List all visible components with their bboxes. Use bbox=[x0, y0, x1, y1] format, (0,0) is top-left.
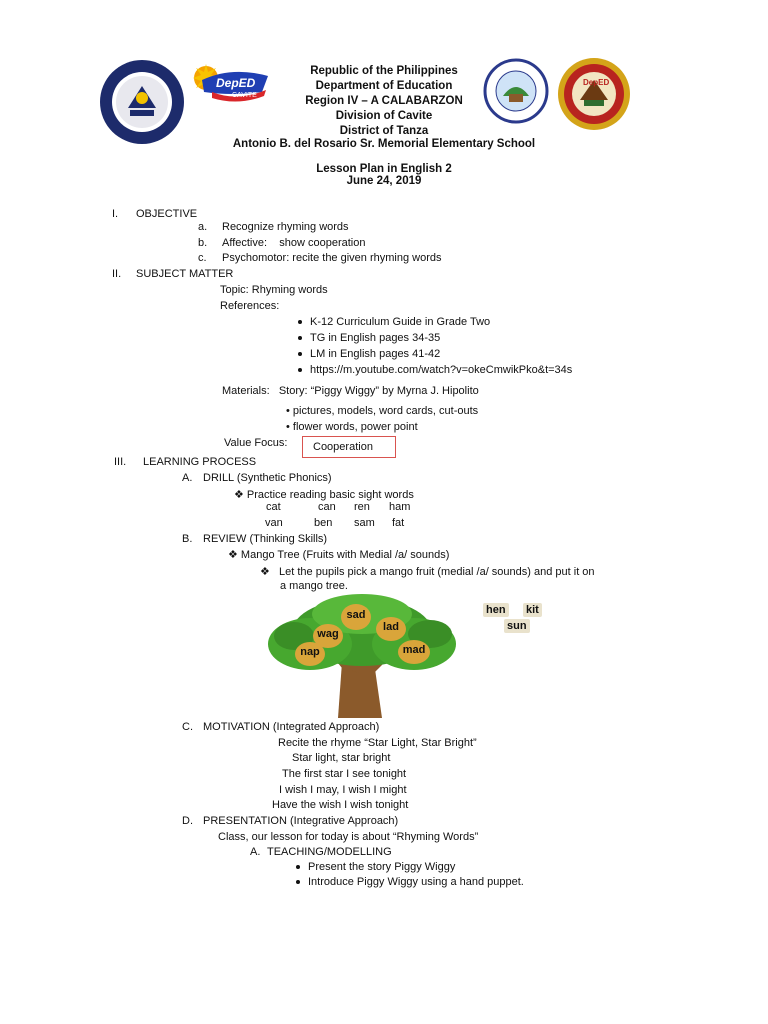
reference-text: LM in English pages 41-42 bbox=[310, 348, 441, 360]
review-instruction bbox=[260, 565, 595, 578]
learning-title: LEARNING PROCESS bbox=[143, 456, 257, 468]
drill-sub-text: Practice reading basic sight words bbox=[246, 489, 414, 501]
diamond-bullet-icon: ❖ bbox=[260, 566, 280, 578]
bullet-icon bbox=[298, 320, 302, 324]
bullet-icon bbox=[298, 352, 302, 356]
review-sub-text: Mango Tree (Fruits with Medial /a/ sounds) bbox=[240, 549, 450, 561]
rhyme-line: Star light, star bright bbox=[292, 752, 391, 764]
rhyme-line: Recite the rhyme “Star Light, Star Bright” bbox=[278, 737, 477, 749]
objective-item-b: Affective: show cooperation bbox=[222, 237, 366, 249]
presentation-intro: Class, our lesson for today is about “Rhyming Words” bbox=[218, 831, 479, 843]
reference-item bbox=[298, 332, 440, 344]
motivation-letter: C. bbox=[182, 721, 193, 733]
reference-item bbox=[298, 316, 490, 328]
objective-title: OBJECTIVE bbox=[136, 208, 198, 220]
sight-word: cat bbox=[266, 501, 281, 513]
sight-word: ham bbox=[389, 501, 411, 513]
plan-date: June 24, 2019 bbox=[346, 175, 422, 187]
reference-item bbox=[298, 364, 572, 376]
rhyme-line: The first star I see tonight bbox=[282, 768, 407, 780]
subject-topic: Topic: Rhyming words bbox=[220, 284, 328, 296]
bullet-icon bbox=[296, 865, 300, 869]
diamond-bullet-icon: ❖ bbox=[234, 489, 247, 501]
teaching-item bbox=[296, 876, 524, 888]
teaching-title: TEACHING/MODELLING bbox=[267, 846, 392, 858]
mango-fruit[interactable] bbox=[295, 642, 325, 666]
sight-word: sam bbox=[354, 517, 375, 529]
reference-link[interactable]: https://m.youtube.com/watch?v=okeCmwikPko&t=34s bbox=[310, 364, 573, 376]
deped-cavite-logo-text-a: DepED bbox=[216, 76, 256, 90]
teaching-text: Present the story Piggy Wiggy bbox=[308, 861, 456, 873]
sight-word: ben bbox=[314, 517, 333, 529]
teaching-letter: A. bbox=[250, 846, 261, 858]
word-card[interactable]: sun bbox=[504, 619, 530, 633]
value-focus-box: Cooperation bbox=[302, 436, 396, 458]
header-line-republic: Republic of the Philippines bbox=[310, 65, 458, 77]
mango-fruit-label: sad bbox=[346, 609, 366, 621]
presentation-title: PRESENTATION (Integrative Approach) bbox=[203, 815, 399, 827]
objective-letter-b: b. bbox=[198, 237, 208, 249]
objective-letter-a: a. bbox=[198, 221, 208, 233]
materials-item: • flower words, power point bbox=[286, 421, 418, 433]
review-instruction-cont: a mango tree. bbox=[280, 580, 348, 592]
deped-cavite-logo-text-b: CAVITE bbox=[232, 92, 257, 99]
teaching-item bbox=[296, 861, 455, 873]
header-line-district: District of Tanza bbox=[339, 125, 429, 137]
bullet-icon bbox=[298, 368, 302, 372]
subject-title: SUBJECT MATTER bbox=[136, 268, 234, 280]
diamond-bullet-icon: ❖ bbox=[228, 549, 241, 561]
learning-number: III. bbox=[114, 456, 127, 468]
teaching-text: Introduce Piggy Wiggy using a hand puppet. bbox=[308, 876, 524, 888]
review-sub bbox=[228, 548, 449, 561]
reference-text: K-12 Curriculum Guide in Grade Two bbox=[310, 316, 491, 328]
sight-word: ren bbox=[354, 501, 370, 513]
drill-title: DRILL (Synthetic Phonics) bbox=[203, 472, 332, 484]
drill-sub bbox=[234, 488, 414, 501]
bullet-icon bbox=[296, 880, 300, 884]
rhyme-line: I wish I may, I wish I might bbox=[279, 784, 407, 796]
mango-fruit-label: wag bbox=[317, 628, 339, 640]
references-label: References: bbox=[220, 300, 280, 312]
review-letter: B. bbox=[182, 533, 193, 545]
mango-fruit-label: mad bbox=[402, 644, 426, 656]
objective-item-c: Psychomotor: recite the given rhyming words bbox=[222, 252, 442, 264]
objective-number: I. bbox=[112, 208, 119, 220]
header-line-deped: Department of Education bbox=[315, 80, 453, 92]
value-focus-label: Value Focus: bbox=[224, 437, 288, 449]
school-seal-logo-text: DepED bbox=[583, 78, 610, 87]
objective-item-a: Recognize rhyming words bbox=[222, 221, 349, 233]
materials-item: • pictures, models, word cards, cut-outs bbox=[286, 405, 479, 417]
drill-letter: A. bbox=[182, 472, 193, 484]
sight-word: can bbox=[318, 501, 336, 513]
subject-number: II. bbox=[112, 268, 122, 280]
word-card[interactable]: hen bbox=[483, 603, 509, 617]
header-line-region: Region IV – A CALABARZON bbox=[305, 95, 463, 107]
review-instruction-text: Let the pupils pick a mango fruit (medial /a/ sounds) and put it on bbox=[279, 566, 595, 578]
sight-word: van bbox=[265, 517, 283, 529]
presentation-letter: D. bbox=[182, 815, 193, 827]
mango-fruit[interactable] bbox=[341, 604, 371, 630]
mango-fruit-label: lad bbox=[383, 621, 399, 633]
reference-text: TG in English pages 34-35 bbox=[310, 332, 441, 344]
plan-title: Lesson Plan in English 2 bbox=[316, 163, 452, 175]
review-title: REVIEW (Thinking Skills) bbox=[203, 533, 328, 545]
header-line-school: Antonio B. del Rosario Sr. Memorial Elementary School bbox=[232, 138, 536, 150]
mango-fruit[interactable] bbox=[376, 617, 406, 641]
reference-item bbox=[298, 348, 440, 360]
motivation-title: MOTIVATION (Integrated Approach) bbox=[203, 721, 380, 733]
word-card[interactable]: kit bbox=[523, 603, 542, 617]
mango-fruit-label: nap bbox=[300, 646, 320, 658]
header-line-division: Division of Cavite bbox=[335, 110, 433, 122]
materials-text: pictures, models, word cards, cut-outs bbox=[292, 405, 479, 417]
sight-word: fat bbox=[392, 517, 405, 529]
mango-fruit[interactable] bbox=[398, 640, 430, 664]
objective-letter-c: c. bbox=[198, 252, 207, 264]
rhyme-line: Have the wish I wish tonight bbox=[272, 799, 409, 811]
bullet-icon bbox=[298, 336, 302, 340]
materials-line: Materials: Story: “Piggy Wiggy” by Myrna J. Hipolito bbox=[222, 385, 479, 397]
materials-text: flower words, power point bbox=[292, 421, 418, 433]
